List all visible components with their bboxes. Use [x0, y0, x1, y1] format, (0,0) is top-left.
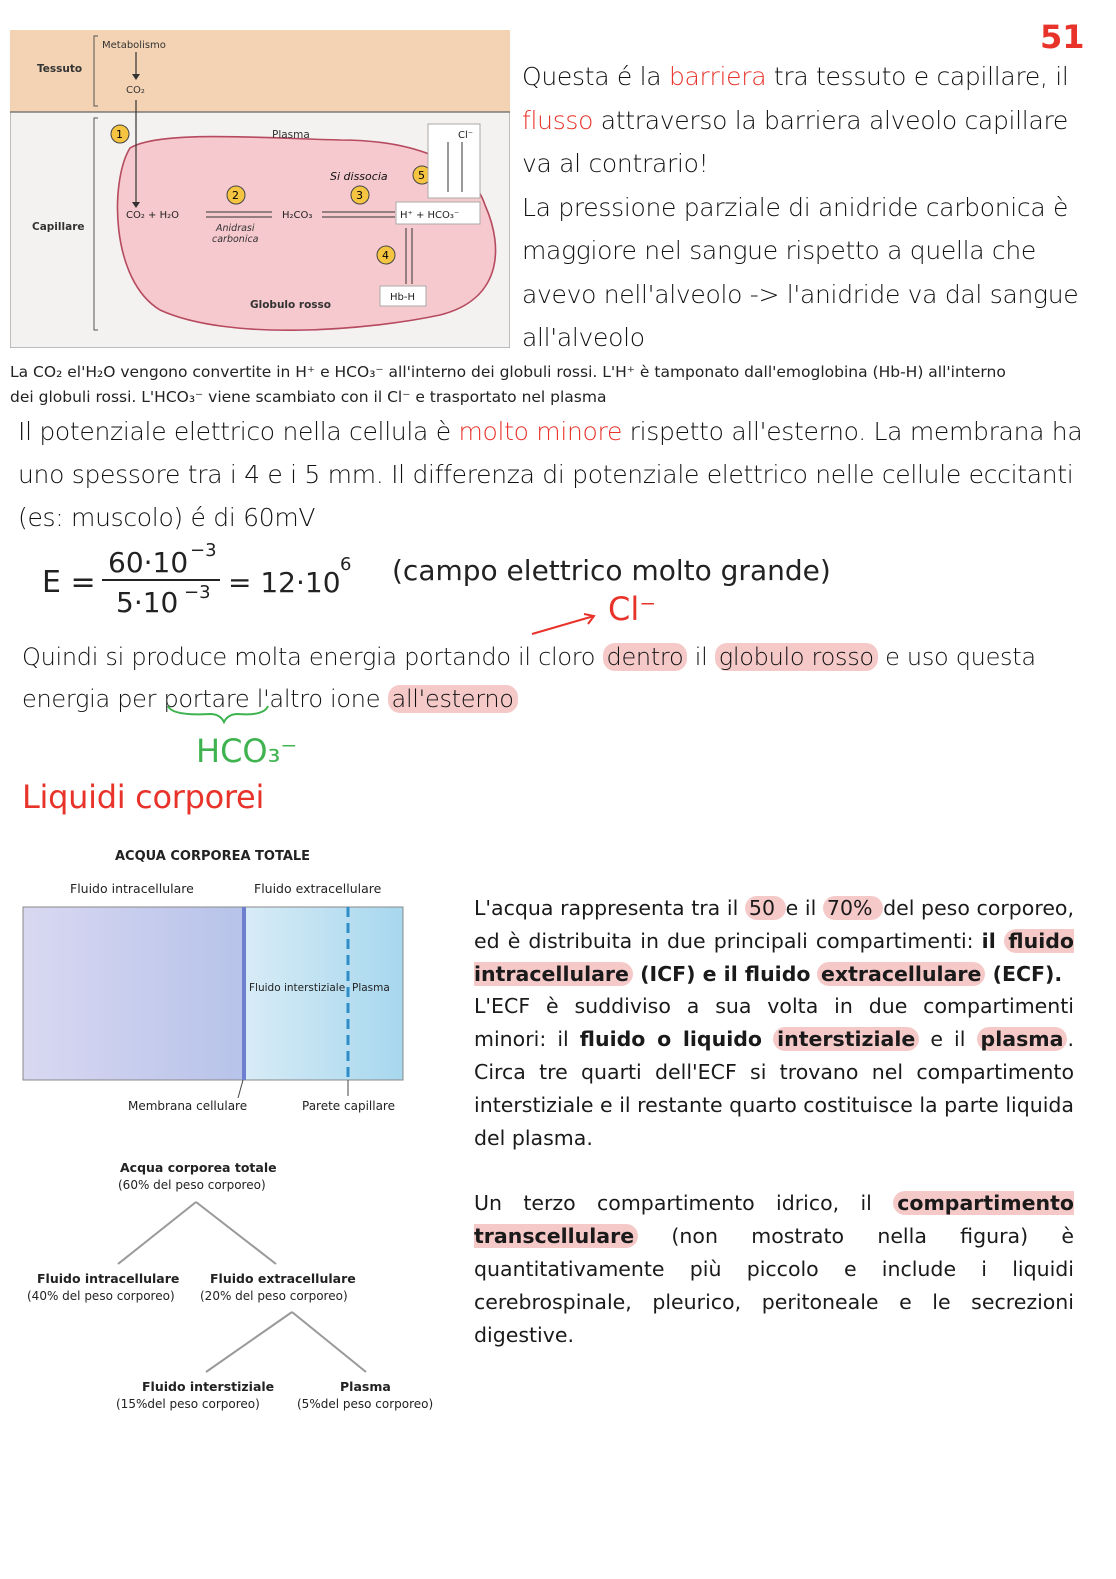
tissue-band	[10, 30, 510, 112]
svg-text:2: 2	[232, 189, 239, 202]
plasma-label: Plasma	[272, 129, 310, 141]
para2-text-1: Quindi si produce molta energia portando il cloro	[22, 643, 603, 671]
flusso-highlight: flusso	[522, 105, 594, 135]
membrane-pointer	[238, 1080, 243, 1098]
anidrasi-label-2: carbonica	[212, 234, 259, 245]
step-2	[227, 186, 245, 204]
p1-text-1: L'acqua rappresenta tra il	[474, 896, 745, 920]
formula-denominator: 5·10	[116, 586, 179, 619]
plasma-compartment-label: Plasma	[352, 982, 390, 994]
fig1-text-2: tra tessuto e capillare, il	[766, 62, 1069, 91]
para2-text-3: e uso questa energia per portare l'	[22, 643, 1036, 713]
tree-branch-interstitial	[206, 1312, 292, 1372]
capillare-label: Capillare	[32, 221, 85, 233]
step-4	[377, 246, 395, 264]
svg-text:4: 4	[382, 249, 389, 262]
caption-line-1: La CO₂ el'H₂O vengono convertite in H⁺ e HCO₃⁻ all'interno dei globuli rossi. L'H⁺ è tamponato dall'emoglobina (Hb-H) all'interno	[10, 363, 1006, 381]
svg-text:5: 5	[418, 169, 425, 182]
anidrasi-label-1: Anidrasi	[216, 223, 255, 234]
fig1-text-4: La pressione parziale di anidride carbonica è maggiore nel sangue rispetto a quella che avevo nell'alveolo -> l'anidride va dal sangue all'alveolo	[522, 192, 1079, 352]
seventy-percent-highlight: 70%	[823, 896, 883, 920]
p2-fluido-liquido: fluido o liquido	[579, 1027, 762, 1052]
interstitial-label: Fluido interstiziale	[249, 982, 346, 994]
dentro-highlight: dentro	[603, 643, 688, 671]
text-paragraph-1	[474, 892, 1074, 990]
p1-il: il	[981, 928, 1005, 953]
svg-text:1: 1	[116, 128, 123, 141]
formula-result-exp: 6	[340, 554, 352, 575]
section-title: Liquidi corporei	[22, 778, 265, 816]
tree-icf: Fluido intracellulare	[37, 1271, 180, 1286]
p1-space	[810, 962, 817, 986]
formula-note: (campo elettrico molto grande)	[392, 554, 831, 587]
text-paragraph-2	[474, 990, 1074, 1154]
tree-interstitial-sub: (15%del peso corporeo)	[116, 1397, 260, 1411]
interstiziale-highlight: interstiziale	[773, 1027, 919, 1051]
p3-text-2: (non mostrato nella figura) è quantitativamente più piccolo e include i liquidi cerebrospinale, pleurico, peritoneale e le secrezioni digestive.	[474, 1224, 1074, 1347]
p1-text-6: (ECF).	[985, 961, 1063, 986]
formula-den-exp: −3	[184, 582, 211, 603]
cell-membrane-line	[242, 907, 246, 1080]
p1-text-3: del peso corporeo, ed è distribuita in due principali compartimenti:	[474, 896, 1074, 953]
p1-text-4: (ICF) e il	[632, 961, 745, 986]
fig1-text-1: Questa é la	[522, 62, 669, 91]
potential-paragraph	[18, 410, 1098, 539]
tree-icf-sub: (40% del peso corporeo)	[27, 1289, 175, 1303]
formula-equals: = 12·10	[228, 566, 341, 599]
ecf-highlight: extracellulare	[817, 962, 985, 986]
chloride-note	[530, 582, 670, 642]
fig2-title: ACQUA CORPOREA TOTALE	[115, 849, 311, 864]
metabolismo-label: Metabolismo	[102, 40, 166, 51]
figure1-annotation	[522, 55, 1092, 360]
capillary-label: Parete capillare	[302, 1099, 395, 1113]
h2co3-label: H₂CO₃	[282, 210, 313, 221]
para2-space	[380, 685, 387, 713]
p2-text-4: . Circa tre quarti dell'ECF si trovano nel compartimento interstiziale e il restante quarto costituisce la parte liquida del plasma.	[474, 1027, 1074, 1150]
caption-line-2: dei globuli rossi. L'HCO₃⁻ viene scambiato con il Cl⁻ e trasportato nel plasma	[10, 388, 607, 406]
tree-plasma-sub: (5%del peso corporeo)	[297, 1397, 434, 1411]
p1-fluido: fluido	[744, 961, 811, 986]
reaction-left: CO₂ + H₂O	[126, 210, 179, 221]
barriera-highlight: barriera	[668, 62, 767, 91]
formula-num-exp: −3	[190, 540, 217, 561]
step-3	[351, 186, 369, 204]
tree-interstitial: Fluido interstiziale	[142, 1379, 275, 1394]
p2-text-3: e il	[919, 1027, 977, 1052]
chloride-label: Cl⁻	[458, 130, 474, 141]
underbrace	[168, 706, 268, 722]
globulo-rosso-label: Globulo rosso	[250, 299, 331, 311]
tessuto-label: Tessuto	[37, 63, 83, 75]
p2-text-1: L'ECF è suddiviso a sua volta in due compartimenti minori: il	[474, 994, 1074, 1052]
molto-minore-highlight: molto minore	[458, 417, 623, 446]
tree-branch-plasma	[292, 1312, 366, 1372]
chloride-note-text: Cl⁻	[608, 590, 657, 628]
tree-root: Acqua corporea totale	[120, 1160, 277, 1175]
formula-numerator: 60·10	[108, 546, 189, 579]
icf-highlight: fluido intracellulare	[474, 928, 1074, 986]
tree-root-sub: (60% del peso corporeo)	[118, 1178, 266, 1192]
bicarbonate-note	[160, 700, 300, 780]
body-water-figure	[10, 840, 455, 1420]
text-paragraph-3	[474, 1187, 1074, 1351]
co2-top-label: CO₂	[126, 85, 145, 96]
chloride-arrow	[532, 616, 594, 634]
ions-label: H⁺ + HCO₃⁻	[400, 210, 460, 221]
all-esterno-highlight: all'esterno	[388, 685, 518, 713]
formula-lhs: E =	[42, 565, 96, 600]
para1-text-1: Il potenziale elettrico nella cellula è	[18, 417, 459, 446]
tree-plasma: Plasma	[340, 1379, 391, 1394]
tree-branch-icf	[118, 1202, 196, 1264]
si-dissocia-note: Si dissocia	[330, 170, 388, 183]
para2-text-2: il	[687, 643, 715, 671]
co2-transport-figure	[10, 30, 510, 348]
figure1-caption	[10, 360, 1100, 410]
tree-branch-ecf	[196, 1202, 276, 1264]
bicarbonate-note-text: HCO₃⁻	[196, 732, 298, 770]
plasma-highlight: plasma	[977, 1027, 1068, 1051]
transcellulare-highlight: compartimento transcellulare	[474, 1191, 1074, 1249]
tree-ecf: Fluido extracellulare	[210, 1271, 356, 1286]
svg-text:3: 3	[356, 189, 363, 202]
icf-compartment	[23, 907, 243, 1080]
step-1	[111, 125, 129, 143]
p2-space	[762, 1027, 773, 1051]
body-water-text	[474, 892, 1074, 1351]
page-number: 51	[1040, 18, 1085, 56]
altro-ione-text: altro ione	[269, 685, 381, 713]
tree-ecf-sub: (20% del peso corporeo)	[200, 1289, 348, 1303]
p3-text-1: Un terzo compartimento idrico, il	[474, 1191, 894, 1216]
icf-label: Fluido intracellulare	[70, 881, 194, 896]
p1-text-2: e il	[785, 896, 823, 920]
membrane-label: Membrana cellulare	[128, 1099, 248, 1113]
fifty-percent-highlight: 50	[745, 896, 786, 920]
ecf-label: Fluido extracellulare	[254, 881, 382, 896]
fig1-text-3: attraverso la barriera alveolo capillare va al contrario!	[522, 105, 1068, 178]
globulo-rosso-highlight: globulo rosso	[715, 643, 878, 671]
hb-label: Hb-H	[390, 292, 415, 303]
para1-text-2: rispetto all'esterno. La membrana ha uno spessore tra i 4 e i 5 mm. Il differenza di potenziale elettrico nelle cellule eccitanti (es: muscolo) é di 60mV	[18, 417, 1083, 532]
